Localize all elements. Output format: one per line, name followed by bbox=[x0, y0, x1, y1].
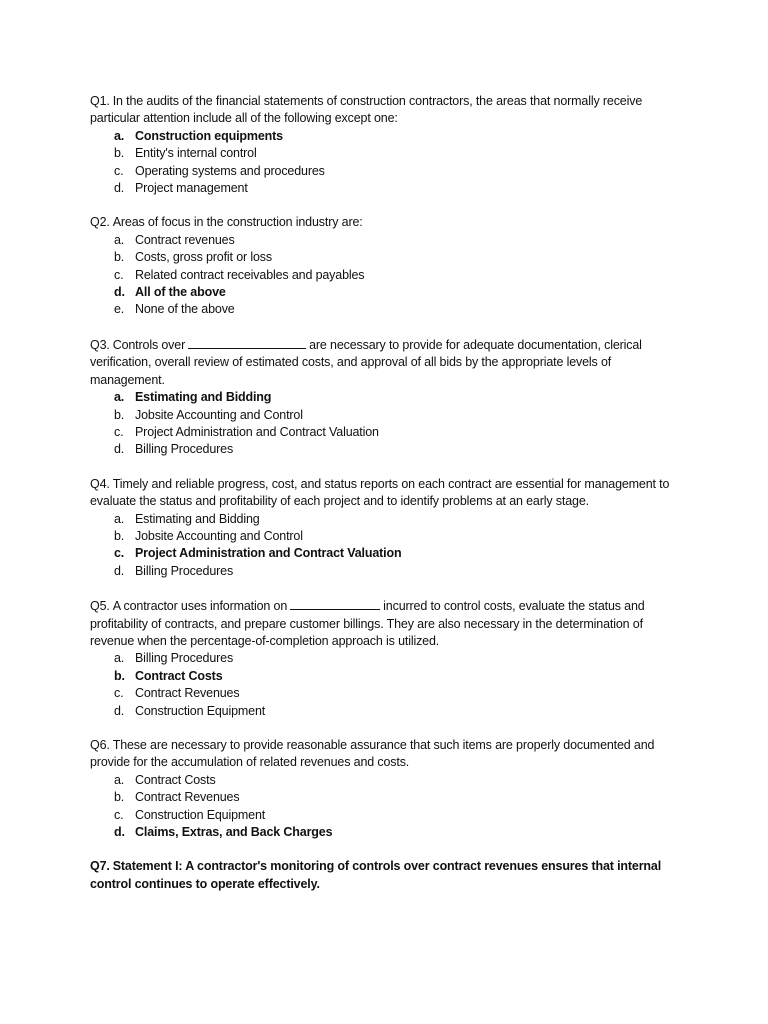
option-text: Jobsite Accounting and Control bbox=[135, 407, 303, 422]
option-letter: a. bbox=[114, 772, 125, 787]
option-d bbox=[90, 703, 682, 720]
question-4 bbox=[90, 476, 682, 580]
option-text: Entity's internal control bbox=[135, 146, 257, 161]
option-text: Contract revenues bbox=[135, 232, 235, 247]
question-7 bbox=[90, 858, 682, 893]
option-text: Billing Procedures bbox=[135, 563, 234, 578]
answer-blank bbox=[188, 336, 306, 349]
option-a bbox=[90, 389, 682, 406]
question-number: Q3. bbox=[90, 337, 110, 352]
option-letter: c. bbox=[114, 686, 124, 701]
option-letter: b. bbox=[114, 668, 125, 683]
option-letter: a. bbox=[114, 651, 125, 666]
question-list bbox=[90, 93, 682, 910]
option-e bbox=[90, 301, 682, 318]
question-number: Q6. bbox=[90, 738, 110, 752]
option-letter: c. bbox=[114, 267, 124, 282]
option-c bbox=[90, 807, 682, 824]
option-text: Construction Equipment bbox=[135, 703, 266, 718]
answer-blank bbox=[290, 597, 380, 610]
option-letter: c. bbox=[114, 546, 125, 561]
option-letter: c. bbox=[114, 163, 124, 178]
option-d bbox=[90, 284, 682, 301]
question-number: Q5. bbox=[90, 599, 110, 614]
option-text: Billing Procedures bbox=[135, 442, 234, 457]
option-letter: a. bbox=[114, 511, 125, 526]
option-letter: e. bbox=[114, 302, 125, 317]
option-letter: b. bbox=[114, 250, 125, 265]
option-b bbox=[90, 145, 682, 162]
question-1 bbox=[90, 93, 682, 197]
question-2 bbox=[90, 214, 682, 318]
option-text: Costs, gross profit or loss bbox=[135, 250, 272, 265]
question-6-text bbox=[90, 737, 682, 772]
option-a bbox=[90, 650, 682, 667]
option-letter: c. bbox=[114, 807, 124, 822]
question-number: Q1. bbox=[90, 94, 110, 108]
option-c bbox=[90, 424, 682, 441]
option-letter: a. bbox=[114, 390, 125, 405]
option-d bbox=[90, 180, 682, 197]
option-text: Estimating and Bidding bbox=[135, 511, 260, 526]
question-text-after: incurred to control costs, evaluate the status and profitability of contracts, and prepare customer billings. They are also necessary in the determination of revenue when the percentage-of-completion approach is utilized. bbox=[90, 599, 645, 648]
option-letter: c. bbox=[114, 424, 124, 439]
question-2-text bbox=[90, 214, 682, 231]
question-5-text bbox=[90, 597, 682, 650]
question-7-text bbox=[90, 858, 682, 893]
option-b bbox=[90, 528, 682, 545]
option-letter: d. bbox=[114, 703, 125, 718]
question-number: Q4. bbox=[90, 476, 110, 491]
option-letter: b. bbox=[114, 790, 125, 805]
option-d bbox=[90, 441, 682, 458]
option-letter: a. bbox=[114, 232, 125, 247]
option-d bbox=[90, 824, 682, 841]
question-text: Timely and reliable progress, cost, and status reports on each contract are essential for management to evaluate the status and profitability of each project and to identify problems at an early stage. bbox=[90, 476, 670, 509]
answer-options bbox=[90, 389, 682, 459]
answer-options bbox=[90, 772, 682, 842]
option-letter: d. bbox=[114, 285, 125, 300]
question-6 bbox=[90, 737, 682, 841]
option-text: Contract Costs bbox=[135, 668, 223, 683]
option-letter: d. bbox=[114, 442, 125, 457]
question-text: Areas of focus in the construction industry are: bbox=[112, 215, 363, 230]
question-3 bbox=[90, 336, 682, 459]
option-text: Construction Equipment bbox=[135, 807, 266, 822]
option-text: Related contract receivables and payables bbox=[135, 267, 365, 282]
option-a bbox=[90, 772, 682, 789]
question-1-text bbox=[90, 93, 682, 128]
option-letter: d. bbox=[114, 181, 125, 196]
question-number: Q2. bbox=[90, 215, 110, 230]
question-text-before: A contractor uses information on bbox=[112, 599, 288, 614]
option-text: Contract Revenues bbox=[135, 686, 240, 701]
option-text: None of the above bbox=[135, 302, 235, 317]
question-text: In the audits of the financial statements of construction contractors, the areas that normally receive particular attention include all of the following except one: bbox=[90, 94, 643, 126]
option-letter: d. bbox=[114, 825, 125, 840]
option-letter: b. bbox=[114, 407, 125, 422]
option-text: Project management bbox=[135, 181, 248, 196]
option-text: Billing Procedures bbox=[135, 651, 234, 666]
option-text: Claims, Extras, and Back Charges bbox=[135, 825, 333, 840]
option-a bbox=[90, 232, 682, 249]
answer-options bbox=[90, 232, 682, 319]
option-b bbox=[90, 407, 682, 424]
question-text: Statement I: A contractor's monitoring of controls over contract revenues ensures that internal control continues to operate effectively. bbox=[90, 859, 662, 891]
option-text: Estimating and Bidding bbox=[135, 390, 272, 405]
option-letter: a. bbox=[114, 128, 125, 143]
option-letter: b. bbox=[114, 146, 125, 161]
option-b bbox=[90, 789, 682, 806]
question-text-before: Controls over bbox=[112, 337, 186, 352]
option-c bbox=[90, 163, 682, 180]
question-5 bbox=[90, 597, 682, 720]
option-b bbox=[90, 668, 682, 685]
question-number: Q7. bbox=[90, 859, 110, 874]
option-text: All of the above bbox=[135, 285, 226, 300]
question-4-text bbox=[90, 476, 682, 511]
question-text: These are necessary to provide reasonable assurance that such items are properly documented and provide for the accumulation of related revenues and costs. bbox=[90, 738, 655, 770]
option-text: Contract Costs bbox=[135, 772, 216, 787]
option-letter: d. bbox=[114, 563, 125, 578]
option-text: Operating systems and procedures bbox=[135, 163, 325, 178]
option-c bbox=[90, 685, 682, 702]
answer-options bbox=[90, 511, 682, 581]
answer-options bbox=[90, 650, 682, 720]
option-a bbox=[90, 128, 682, 145]
option-text: Jobsite Accounting and Control bbox=[135, 528, 303, 543]
option-text: Project Administration and Contract Valuation bbox=[135, 424, 379, 439]
option-c bbox=[90, 267, 682, 284]
question-text-after: are necessary to provide for adequate documentation, clerical verification, overall review of estimated costs, and approval of all bids by the appropriate levels of management. bbox=[90, 337, 642, 387]
answer-options bbox=[90, 128, 682, 198]
option-text: Contract Revenues bbox=[135, 790, 240, 805]
option-d bbox=[90, 563, 682, 580]
option-text: Construction equipments bbox=[135, 128, 283, 143]
option-letter: b. bbox=[114, 528, 125, 543]
option-text: Project Administration and Contract Valuation bbox=[135, 546, 402, 561]
option-a bbox=[90, 511, 682, 528]
question-3-text bbox=[90, 336, 682, 389]
option-c bbox=[90, 545, 682, 562]
option-b bbox=[90, 249, 682, 266]
